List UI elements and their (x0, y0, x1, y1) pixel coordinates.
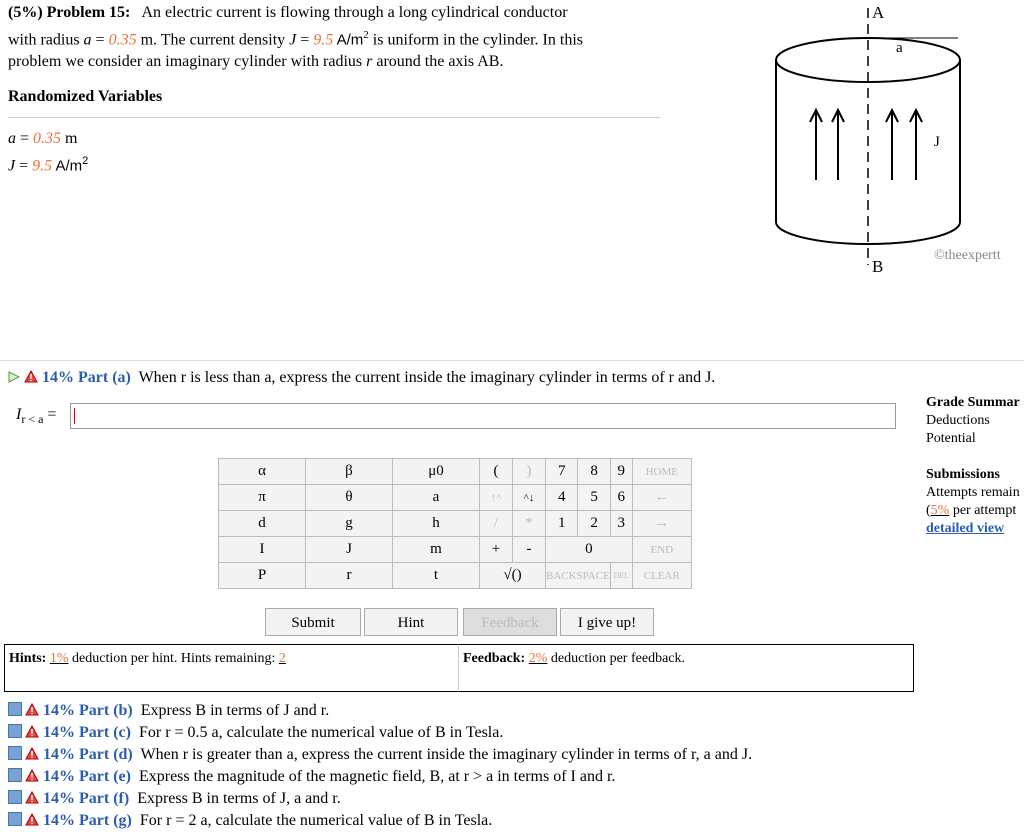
grade-per-attempt-text: per attempt (949, 503, 1017, 518)
key-0[interactable]: 0 (546, 537, 633, 563)
list-item[interactable] (8, 788, 752, 810)
part-b-text: Express B in terms of J and r. (140, 702, 330, 719)
key-2[interactable]: 2 (578, 511, 610, 537)
key-a[interactable]: a (393, 485, 480, 511)
key-5[interactable]: 5 (578, 485, 610, 511)
part-d-head: 14% Part (d) (43, 746, 133, 763)
var-a: a (83, 31, 92, 49)
grade-submissions: Submissions (926, 467, 1000, 482)
grade-title: Grade Summar (926, 395, 1020, 410)
list-item[interactable] (8, 722, 752, 744)
part-c-head: 14% Part (c) (43, 724, 131, 741)
key-g[interactable]: g (306, 511, 393, 537)
fig-label-A: A (872, 3, 885, 22)
key-t[interactable]: t (393, 563, 480, 589)
key-6[interactable]: 6 (610, 485, 632, 511)
warning-icon (25, 769, 39, 782)
collapsed-icon (8, 702, 22, 716)
feedback-button[interactable]: Feedback (463, 608, 557, 636)
key-h[interactable]: h (393, 511, 480, 537)
part-g-head: 14% Part (g) (43, 812, 132, 829)
parts-list (8, 700, 752, 832)
rv-J-unit: A/m (52, 157, 83, 175)
collapsed-icon (8, 724, 22, 738)
answer-label (16, 406, 56, 427)
problem-statement (8, 2, 668, 73)
fig-label-a: a (896, 40, 903, 56)
expand-triangle-icon[interactable] (8, 371, 20, 383)
key-8[interactable]: 8 (578, 459, 610, 485)
key-end[interactable]: END (632, 537, 691, 563)
key-left[interactable]: ← (632, 485, 691, 511)
key-clear[interactable]: CLEAR (632, 563, 691, 589)
key-plus[interactable]: + (480, 537, 513, 563)
fig-label-J: J (934, 134, 940, 150)
collapsed-icon (8, 746, 22, 760)
part-b-head: 14% Part (b) (43, 702, 133, 719)
warning-icon (25, 813, 39, 826)
hints-text: deduction per hint. Hints remaining: (68, 651, 279, 666)
problem-title: Problem 15: (46, 4, 131, 21)
key-sub[interactable]: ^↓ (513, 485, 546, 511)
hints-label: Hints: (9, 651, 47, 666)
randomized-variables-title: Randomized Variables (8, 88, 163, 105)
J-value: 9.5 (313, 31, 334, 49)
collapsed-icon (8, 812, 22, 826)
key-d[interactable]: d (219, 511, 306, 537)
feedback-box (458, 644, 914, 692)
warning-icon (25, 747, 39, 760)
problem-line3-b: around the axis AB. (372, 53, 504, 71)
list-item[interactable] (8, 766, 752, 788)
answer-input[interactable] (70, 403, 896, 429)
key-del[interactable]: DEL (610, 563, 632, 589)
list-item[interactable] (8, 744, 752, 766)
key-I[interactable]: I (219, 537, 306, 563)
warning-icon (25, 703, 39, 716)
collapsed-icon (8, 790, 22, 804)
var-r: r (366, 53, 373, 71)
grade-potential: Potential (926, 431, 976, 446)
unit-sup: 2 (363, 29, 369, 41)
cylinder-figure (768, 0, 1024, 280)
part-a-text: When r is less than a, express the current inside the imaginary cylinder in terms of r and J. (138, 369, 716, 386)
key-backspace[interactable]: BACKSPACE (546, 563, 611, 589)
warning-icon (25, 791, 39, 804)
copyright: ©theexpertt (934, 248, 1001, 263)
section-divider (0, 360, 1024, 361)
detailed-view-link[interactable]: detailed view (926, 521, 1005, 536)
part-e-head: 14% Part (e) (43, 768, 131, 785)
part-f-text: Express B in terms of J, a and r. (137, 790, 341, 807)
key-divide[interactable]: / (480, 511, 513, 537)
hint-button[interactable]: Hint (364, 608, 458, 636)
problem-line2-b: m. The current density (136, 31, 290, 49)
key-alpha[interactable]: α (219, 459, 306, 485)
key-pi[interactable]: π (219, 485, 306, 511)
text-cursor (74, 408, 75, 424)
part-a-percent: 14% Part (a) (42, 369, 131, 386)
key-m[interactable]: m (393, 537, 480, 563)
key-right[interactable]: → (632, 511, 691, 537)
submit-button[interactable]: Submit (265, 608, 361, 636)
feedback-text: deduction per feedback. (547, 651, 685, 666)
collapsed-icon (8, 768, 22, 782)
warning-icon (25, 725, 39, 738)
grade-per-attempt-pct: 5% (930, 503, 950, 518)
eq1: = (91, 31, 109, 49)
problem-line2-a: with radius (8, 31, 84, 49)
rv-J-label: J (8, 157, 16, 175)
key-7[interactable]: 7 (546, 459, 578, 485)
equation-keypad (218, 458, 692, 589)
rv-J-sup: 2 (82, 155, 89, 167)
key-lparen[interactable]: ( (480, 459, 513, 485)
key-rparen[interactable]: ) (513, 459, 546, 485)
key-3[interactable]: 3 (610, 511, 632, 537)
unit-Am: A/m (333, 31, 364, 49)
grade-attempts: Attempts remain (926, 485, 1020, 500)
warning-icon (24, 370, 38, 383)
key-multiply[interactable]: * (513, 511, 546, 537)
problem-line2-d: is uniform in the cylinder. In this (368, 31, 583, 49)
part-c-text: For r = 0.5 a, calculate the numerical value of B in Tesla. (138, 724, 504, 741)
feedback-label: Feedback: (463, 651, 526, 666)
part-e-text: Express the magnitude of the magnetic field, B, at r > a in terms of I and r. (138, 768, 616, 785)
key-minus[interactable]: - (513, 537, 546, 563)
fig-label-B: B (872, 257, 884, 276)
problem-line3: problem we consider an imaginary cylinder with radius (8, 53, 367, 71)
problem-percent: (5%) (8, 4, 43, 21)
list-item[interactable] (8, 810, 752, 832)
grade-deductions: Deductions (926, 413, 990, 428)
part-d-text: When r is greater than a, express the current inside the imaginary cylinder in terms of r, a and J. (140, 746, 753, 763)
rv-a-label: a (8, 130, 16, 147)
key-beta[interactable]: β (306, 459, 393, 485)
rv-J-value: 9.5 (32, 157, 53, 175)
give-up-button[interactable]: I give up! (560, 608, 654, 636)
hints-remaining: 2 (278, 651, 286, 666)
problem-line1: An electric current is flowing through a long cylindrical conductor (141, 4, 568, 21)
key-home[interactable]: HOME (632, 459, 691, 485)
a-value: 0.35 (108, 31, 137, 49)
key-sqrt[interactable]: √() (480, 563, 546, 589)
key-4[interactable]: 4 (546, 485, 578, 511)
answer-eq: = (43, 406, 57, 423)
rv-a-unit: m (61, 130, 78, 147)
key-J[interactable]: J (306, 537, 393, 563)
key-theta[interactable]: θ (306, 485, 393, 511)
randomized-variables: a = 0.35 m J = 9.5 $A/m^2$ (8, 130, 89, 175)
eq2: = (296, 31, 314, 49)
key-9[interactable]: 9 (610, 459, 632, 485)
key-r[interactable]: r (306, 563, 393, 589)
rv-a-value: 0.35 (33, 130, 62, 147)
part-a-header (8, 369, 715, 387)
var-J: J (289, 31, 297, 49)
hints-deduction: 1% (49, 651, 69, 666)
answer-var: I (16, 406, 22, 423)
feedback-deduction: 2% (528, 651, 548, 666)
key-1[interactable]: 1 (546, 511, 578, 537)
answer-sub: r < a (21, 412, 44, 427)
grade-summary: Grade Summar Deductions Potential Submissions Attempts remain (5% per attempt detailed view (926, 395, 1020, 536)
part-g-text: For r = 2 a, calculate the numerical value of B in Tesla. (139, 812, 493, 829)
key-P[interactable]: P (219, 563, 306, 589)
part-f-head: 14% Part (f) (43, 790, 130, 807)
list-item[interactable] (8, 700, 752, 722)
key-sup[interactable]: ↑^ (480, 485, 513, 511)
divider (8, 117, 660, 118)
hints-box (4, 644, 460, 692)
key-mu0[interactable]: μ0 (393, 459, 480, 485)
